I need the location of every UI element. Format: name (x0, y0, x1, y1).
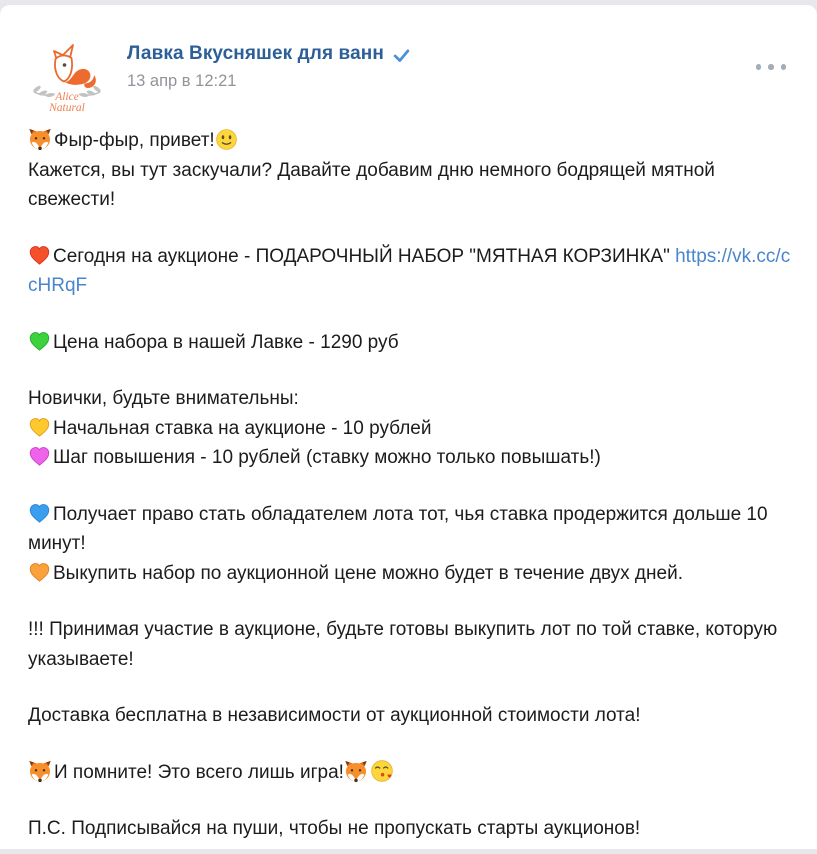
post-link[interactable]: https://vk.cc/ccHRqF (28, 245, 791, 296)
post-paragraph (28, 615, 793, 674)
text-run: Сегодня на аукционе - ПОДАРОЧНЫЙ НАБОР "МЯТНАЯ КОРЗИНКА" (53, 245, 676, 267)
post-line (28, 414, 793, 444)
text-run: Выкупить набор по аукционной цене можно будет в течение двух дней. (53, 562, 683, 584)
post-header (0, 35, 817, 113)
more-options-button[interactable] (752, 60, 791, 74)
post-line (28, 242, 793, 301)
blue-heart-icon (28, 502, 51, 525)
text-run: И помните! Это всего лишь игра! (54, 761, 344, 783)
verified-badge-icon (393, 47, 410, 64)
post-line (28, 126, 793, 156)
dot-icon (781, 64, 787, 70)
red-heart-icon (28, 244, 51, 267)
green-heart-icon (28, 330, 51, 353)
avatar-brand-line1: Alice (55, 91, 79, 103)
yellow-heart-icon (28, 416, 51, 439)
post-paragraph (28, 500, 793, 589)
post-line (28, 758, 793, 788)
post-line (28, 156, 793, 215)
community-name-link[interactable]: Лавка Вкусняшек для ванн (127, 43, 384, 64)
post-paragraph (28, 328, 793, 358)
community-avatar[interactable] (28, 35, 106, 113)
post-line (28, 328, 793, 358)
fox-face-icon (28, 759, 52, 783)
slightly-smiling-face-icon (215, 128, 238, 151)
dot-icon (768, 64, 774, 70)
fox-face-icon (28, 127, 52, 151)
text-run: Получает право стать обладателем лота тот, чья ставка продержится дольше 10 минут! (28, 503, 768, 554)
post-paragraph (28, 814, 793, 844)
post-paragraph (28, 242, 793, 301)
avatar-brand-line2: Natural (49, 102, 85, 113)
text-run: Цена набора в нашей Лавке - 1290 руб (53, 331, 399, 353)
post-line (28, 500, 793, 559)
face-blowing-kiss-icon (370, 759, 394, 783)
post-line (28, 814, 793, 844)
text-run: !!! Принимая участие в аукционе, будьте готовы выкупить лот по той ставке, которую указываете! (28, 619, 778, 670)
orange-heart-icon (28, 561, 51, 584)
text-run: Новички, будьте внимательны: (28, 388, 299, 409)
text-run: Шаг повышения - 10 рублей (ставку можно только повышать!) (53, 447, 601, 468)
post-line (28, 443, 793, 473)
fox-face-icon (344, 759, 368, 783)
pink-heart-icon (28, 445, 51, 468)
post-line (28, 559, 793, 589)
header-info (127, 35, 410, 91)
post-paragraph (28, 758, 793, 788)
owner-row (127, 43, 410, 65)
text-run: Доставка бесплатна в независимости от аукционной стоимости лота! (28, 705, 641, 726)
post-date-link[interactable]: 13 апр в 12:21 (127, 72, 237, 90)
post-line (28, 701, 793, 731)
post-paragraph (28, 384, 793, 473)
post-paragraph (28, 701, 793, 731)
post-line (28, 384, 793, 414)
text-run: Кажется, вы тут заскучали? Давайте добавим дню немного бодрящей мятной свежести! (28, 159, 715, 210)
post-text (0, 126, 817, 844)
post-card (0, 5, 817, 849)
dot-icon (756, 64, 762, 70)
text-run: П.С. Подписывайся на пуши, чтобы не пропускать старты аукционов! (28, 818, 641, 839)
post-paragraph (28, 126, 793, 215)
text-run: Начальная ставка на аукционе - 10 рублей (53, 417, 432, 439)
text-run: Фыр-фыр, привет! (54, 130, 215, 151)
post-line (28, 615, 793, 674)
alice-natural-logo-icon (28, 35, 106, 113)
